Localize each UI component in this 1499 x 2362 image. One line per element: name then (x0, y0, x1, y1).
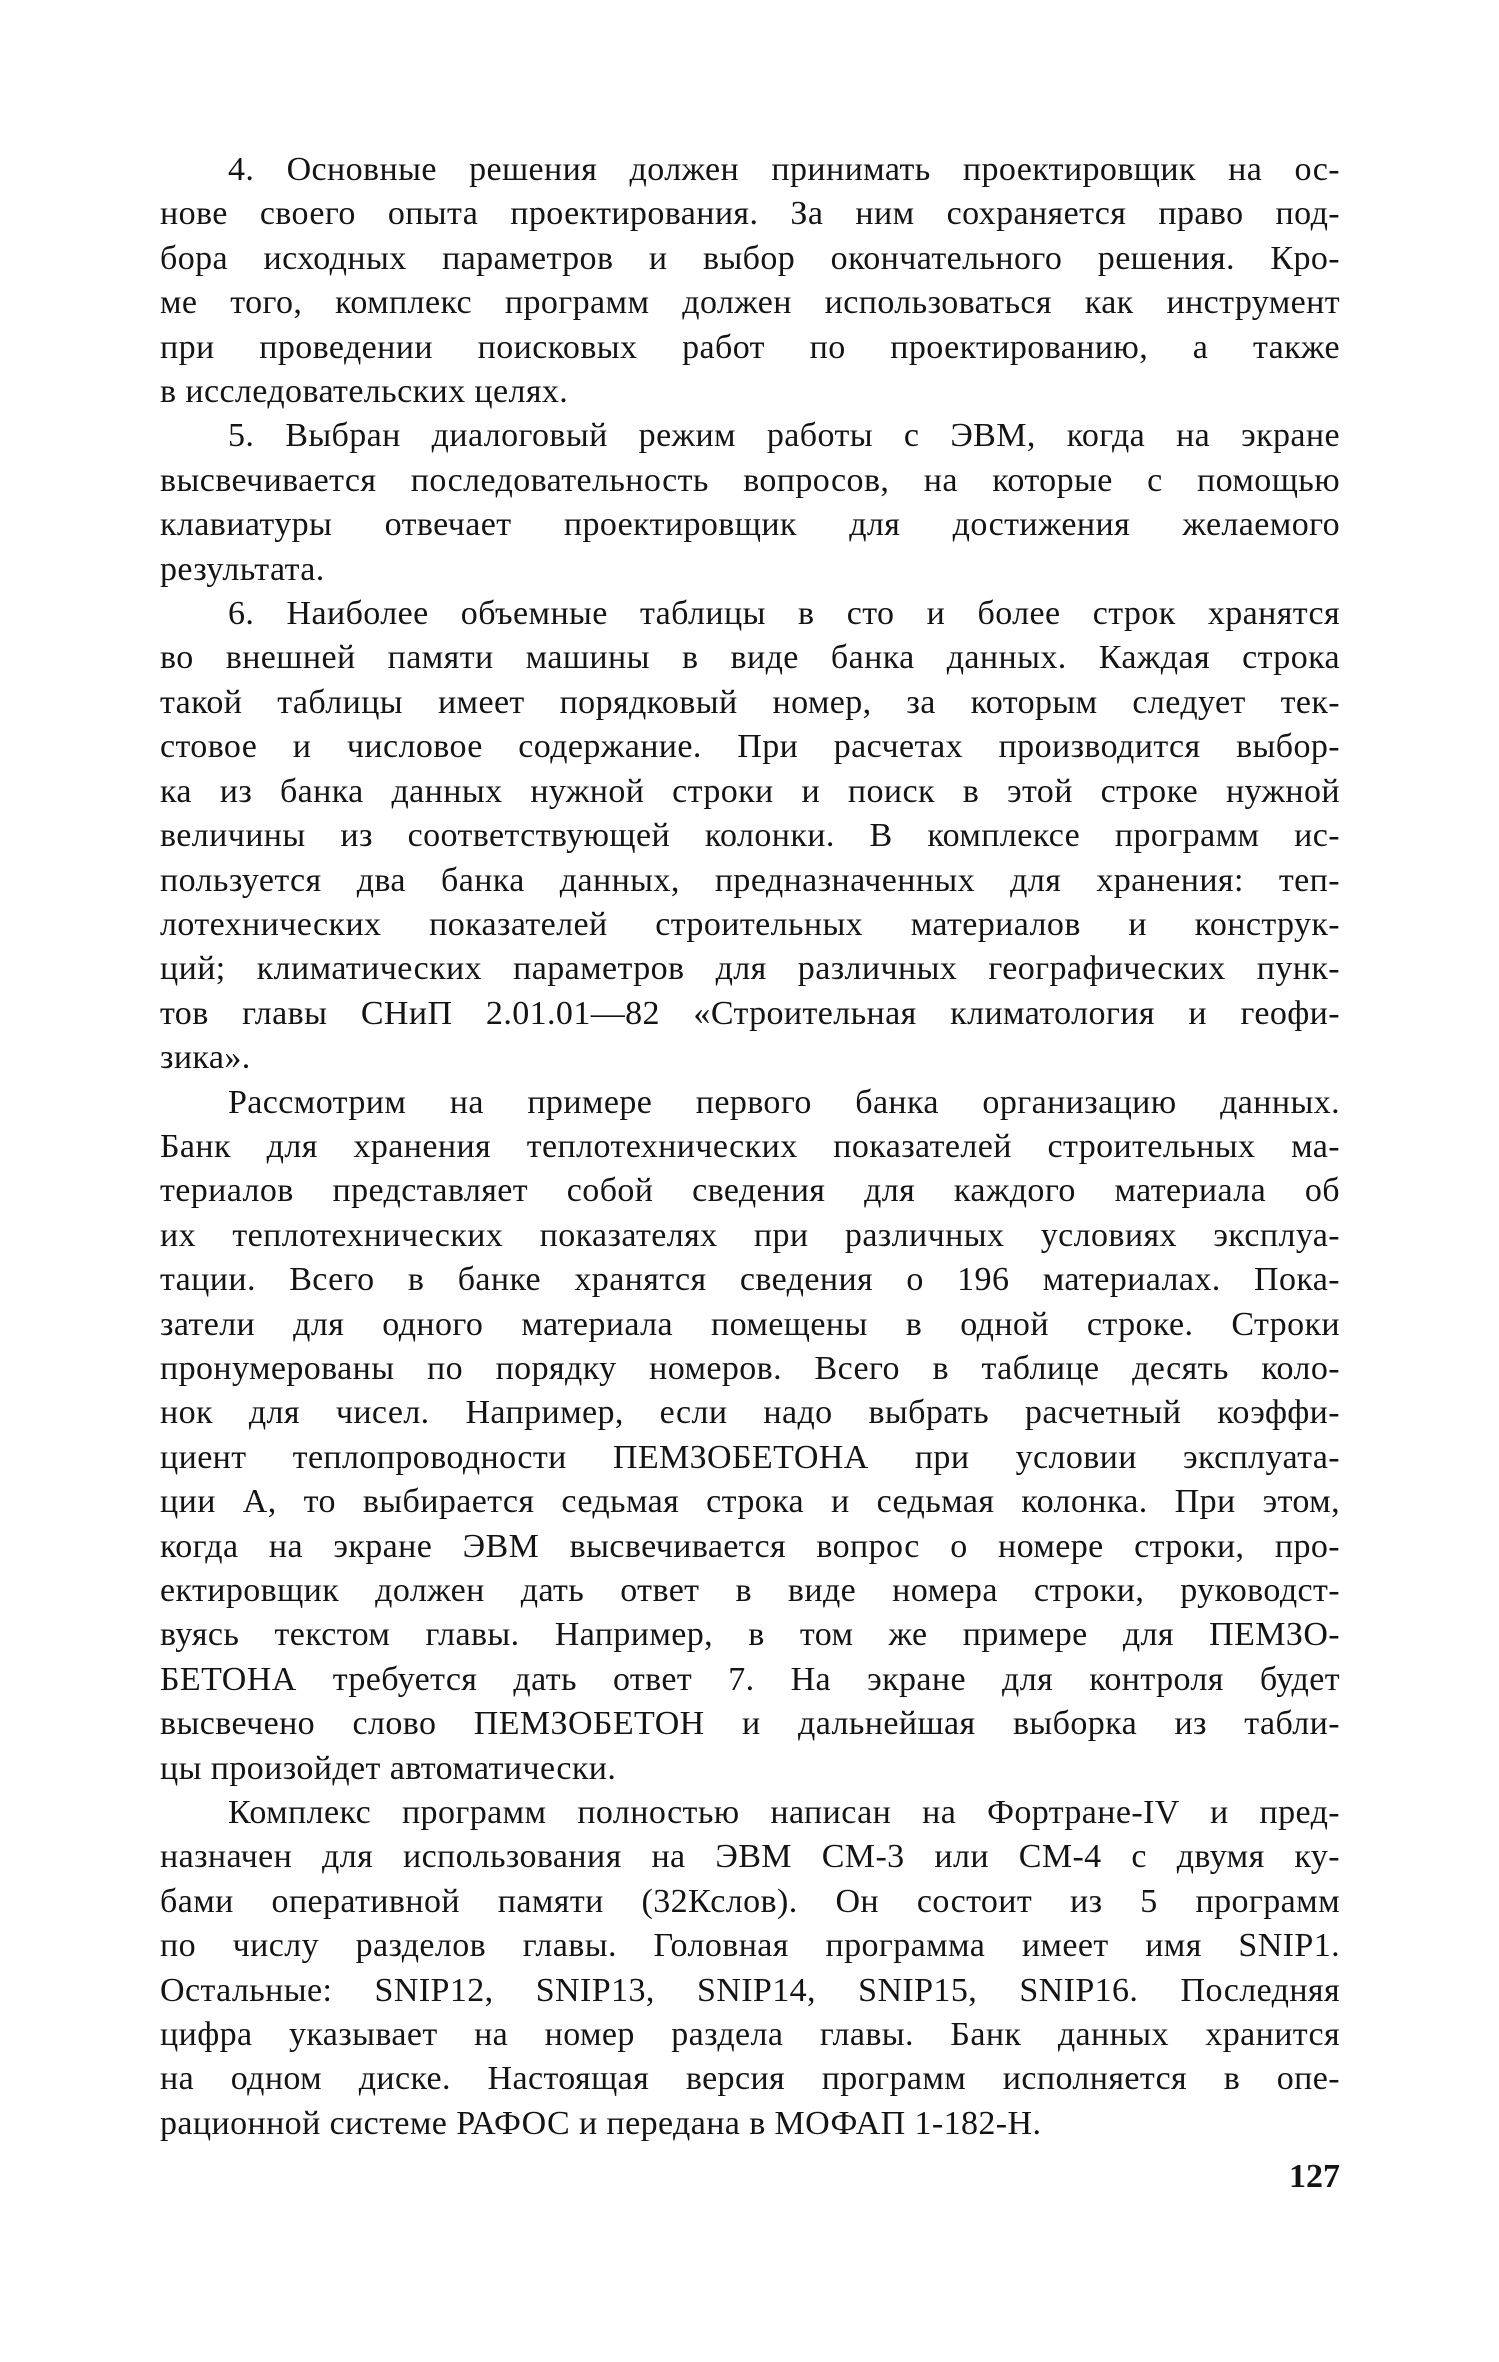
text-line: при проведении поисковых работ по проектированию, а также (160, 328, 1340, 366)
paragraph-5 (160, 414, 1340, 592)
text-line: рационной системе РАФОС и передана в МОФАП 1-182-Н. (160, 2104, 1042, 2142)
text-line: клавиатуры отвечает проектировщик для достижения желаемого (160, 506, 1340, 544)
text-line: циент теплопроводности ПЕМЗОБЕТОНА при условии эксплуата- (160, 1438, 1340, 1476)
text-line: цифра указывает на номер раздела главы. Банк данных хранится (160, 2016, 1340, 2054)
text-line: когда на экране ЭВМ высвечивается вопрос о номере строки, про- (160, 1527, 1340, 1565)
paragraph-4 (160, 148, 1340, 414)
text-line: цы произойдет автоматически. (160, 1749, 617, 1787)
text-line: 5. Выбран диалоговый режим работы с ЭВМ, когда на экране (228, 417, 1340, 455)
text-line: ции А, то выбирается седьмая строка и седьмая колонка. При этом, (160, 1483, 1340, 1521)
text-line: нок для чисел. Например, если надо выбрать расчетный коэффи- (160, 1394, 1340, 1432)
paragraph-data-bank (160, 1081, 1340, 1792)
text-line: Комплекс программ полностью написан на Фортране-IV и пред- (228, 1794, 1340, 1832)
text-line: Рассмотрим на примере первого банка организацию данных. (228, 1083, 1340, 1121)
text-line: 4. Основные решения должен принимать проектировщик на ос- (228, 151, 1340, 188)
text-line: их теплотехнических показателях при различных условиях эксплуа- (160, 1216, 1340, 1254)
text-line: такой таблицы имеет порядковый номер, за которым следует тек- (160, 683, 1340, 721)
text-line: результата. (160, 550, 325, 588)
text-line: по числу разделов главы. Головная программа имеет имя SNIP1. (160, 1927, 1340, 1965)
text-line: во внешней памяти машины в виде банка данных. Каждая строка (160, 639, 1340, 677)
text-line: ка из банка данных нужной строки и поиск в этой строке нужной (160, 772, 1340, 810)
text-line: Остальные: SNIP12, SNIP13, SNIP14, SNIP15, SNIP16. Последняя (160, 1971, 1340, 2009)
page-number: 127 (1289, 2158, 1340, 2195)
text-line: назначен для использования на ЭВМ СМ-3 или СМ-4 с двумя ку- (160, 1838, 1340, 1876)
text-line: зика». (160, 1039, 251, 1077)
text-line: затели для одного материала помещены в одной строке. Строки (160, 1305, 1340, 1343)
text-line: пронумерованы по порядку номеров. Всего в таблице десять коло- (160, 1349, 1340, 1387)
text-line: териалов представляет собой сведения для каждого материала об (160, 1172, 1340, 1210)
paragraph-6 (160, 592, 1340, 1080)
text-line: величины из соответствующей колонки. В комплексе программ ис- (160, 817, 1340, 855)
text-line: бами оперативной памяти (32Кслов). Он состоит из 5 программ (160, 1882, 1340, 1920)
text-line: БЕТОНА требуется дать ответ 7. На экране для контроля будет (160, 1660, 1340, 1698)
text-line: нове своего опыта проектирования. За ним сохраняется право под- (160, 195, 1340, 233)
page-body (160, 148, 1340, 2146)
paragraph-software (160, 1791, 1340, 2146)
text-line: лотехнических показателей строительных материалов и конструк- (160, 905, 1340, 943)
text-line: тации. Всего в банке хранятся сведения о 196 материалах. Пока- (160, 1261, 1340, 1299)
text-line: ций; климатических параметров для различных географических пунк- (160, 950, 1340, 988)
text-line: ектировщик должен дать ответ в виде номера строки, руководст- (160, 1572, 1340, 1609)
text-line: стовое и числовое содержание. При расчетах производится выбор- (160, 728, 1340, 766)
text-line: пользуется два банка данных, предназначенных для хранения: теп- (160, 861, 1340, 899)
text-line: в исследовательских целях. (160, 373, 569, 411)
text-line: высвечено слово ПЕМЗОБЕТОН и дальнейшая выборка из табли- (160, 1705, 1340, 1743)
text-line: на одном диске. Настоящая версия программ исполняется в опе- (160, 2060, 1340, 2098)
text-line: бора исходных параметров и выбор окончательного решения. Кро- (160, 239, 1340, 277)
text-line: вуясь текстом главы. Например, в том же примере для ПЕМЗО- (160, 1616, 1340, 1654)
text-line: 6. Наиболее объемные таблицы в сто и более строк хранятся (228, 595, 1340, 633)
text-line: тов главы СНиП 2.01.01—82 «Строительная климатология и геофи- (160, 994, 1340, 1032)
text-line: Банк для хранения теплотехнических показателей строительных ма- (160, 1127, 1340, 1165)
text-line: ме того, комплекс программ должен использоваться как инструмент (160, 284, 1340, 322)
text-line: высвечивается последовательность вопросов, на которые с помощью (160, 461, 1340, 499)
